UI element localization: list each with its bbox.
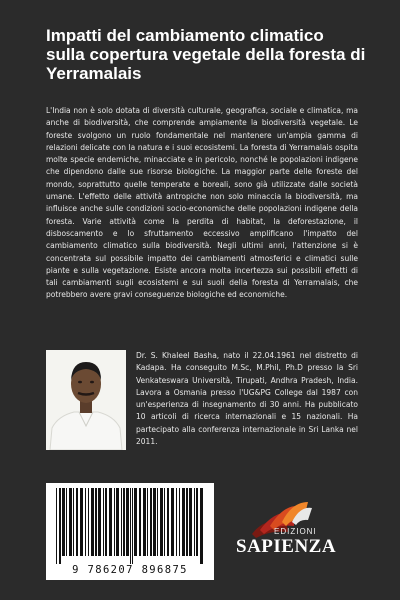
barcode-bars: [46, 486, 214, 566]
author-portrait-image: [46, 350, 126, 450]
book-abstract: L'India non è solo dotata di diversità culturale, geografica, sociale e climatica, ma anche di biodiversità, che comprende ampiamente la biodiversità vegetale. Le foreste svolgono un ruolo fondamentale nel mantenere un'ampia gamma di relazioni delicate con la natura e i suoi ecosistemi. La foresta di Yerramalais ospita molte specie endemiche, minacciate e in pericolo, nonché le popolazioni indigene che dipendono dalle sue risorse biologiche. La maggior parte delle foreste del mondo, soprattutto quelle temperate e boreali, sono già utilizzate dalle società umane. L'effetto delle attività antropiche non solo minaccia la biodiversità, ma influisce anche sulle condizioni socio-economiche delle popolazioni indigene della foresta. Varie attività come la perdita di habitat, la deforestazione, il disboscamento e lo sfruttamento eccessivo amplificano l'impatto del cambiamento climatico sulla biodiversità. Negli ultimi anni, l'attenzione si è concentrata sul possibile impatto dei cambiamenti atmosferici e climatici sulle piante e sulla vegetazione. Esiste ancora molta incertezza sui possibili effetti di tali cambiamenti sugli ecosistemi e sui suoli della foresta di Yerramalais, che potrebbero avere gravi conseguenze biologiche ed economiche.: [46, 106, 358, 300]
publisher-imprint-label: EDIZIONI: [274, 527, 317, 536]
author-photo: [46, 350, 126, 450]
barcode-digits: 9 786207 896875: [72, 564, 188, 576]
publisher-name: SAPIENZA: [236, 536, 337, 557]
book-title: Impatti del cambiamento climatico sulla copertura vegetale della foresta di Yerramalais: [46, 26, 366, 83]
isbn-barcode: [46, 483, 214, 580]
publisher-logo: [234, 500, 364, 580]
author-bio: Dr. S. Khaleel Basha, nato il 22.04.1961 nel distretto di Kadapa. Ha conseguito M.Sc, M.Phil, Ph.D presso la Sri Venkateswara Università, Tirupati, Andhra Pradesh, India. Lavora a Osmania presso l'UG&PG College dal 1987 con un'esperienza di insegnamento di 30 anni. Ha pubblicato 10 articoli di ricerca internazionali e 15 nazionali. Ha partecipato alla conferenza internazionale in Sri Lanka nel 2011.: [136, 351, 358, 447]
